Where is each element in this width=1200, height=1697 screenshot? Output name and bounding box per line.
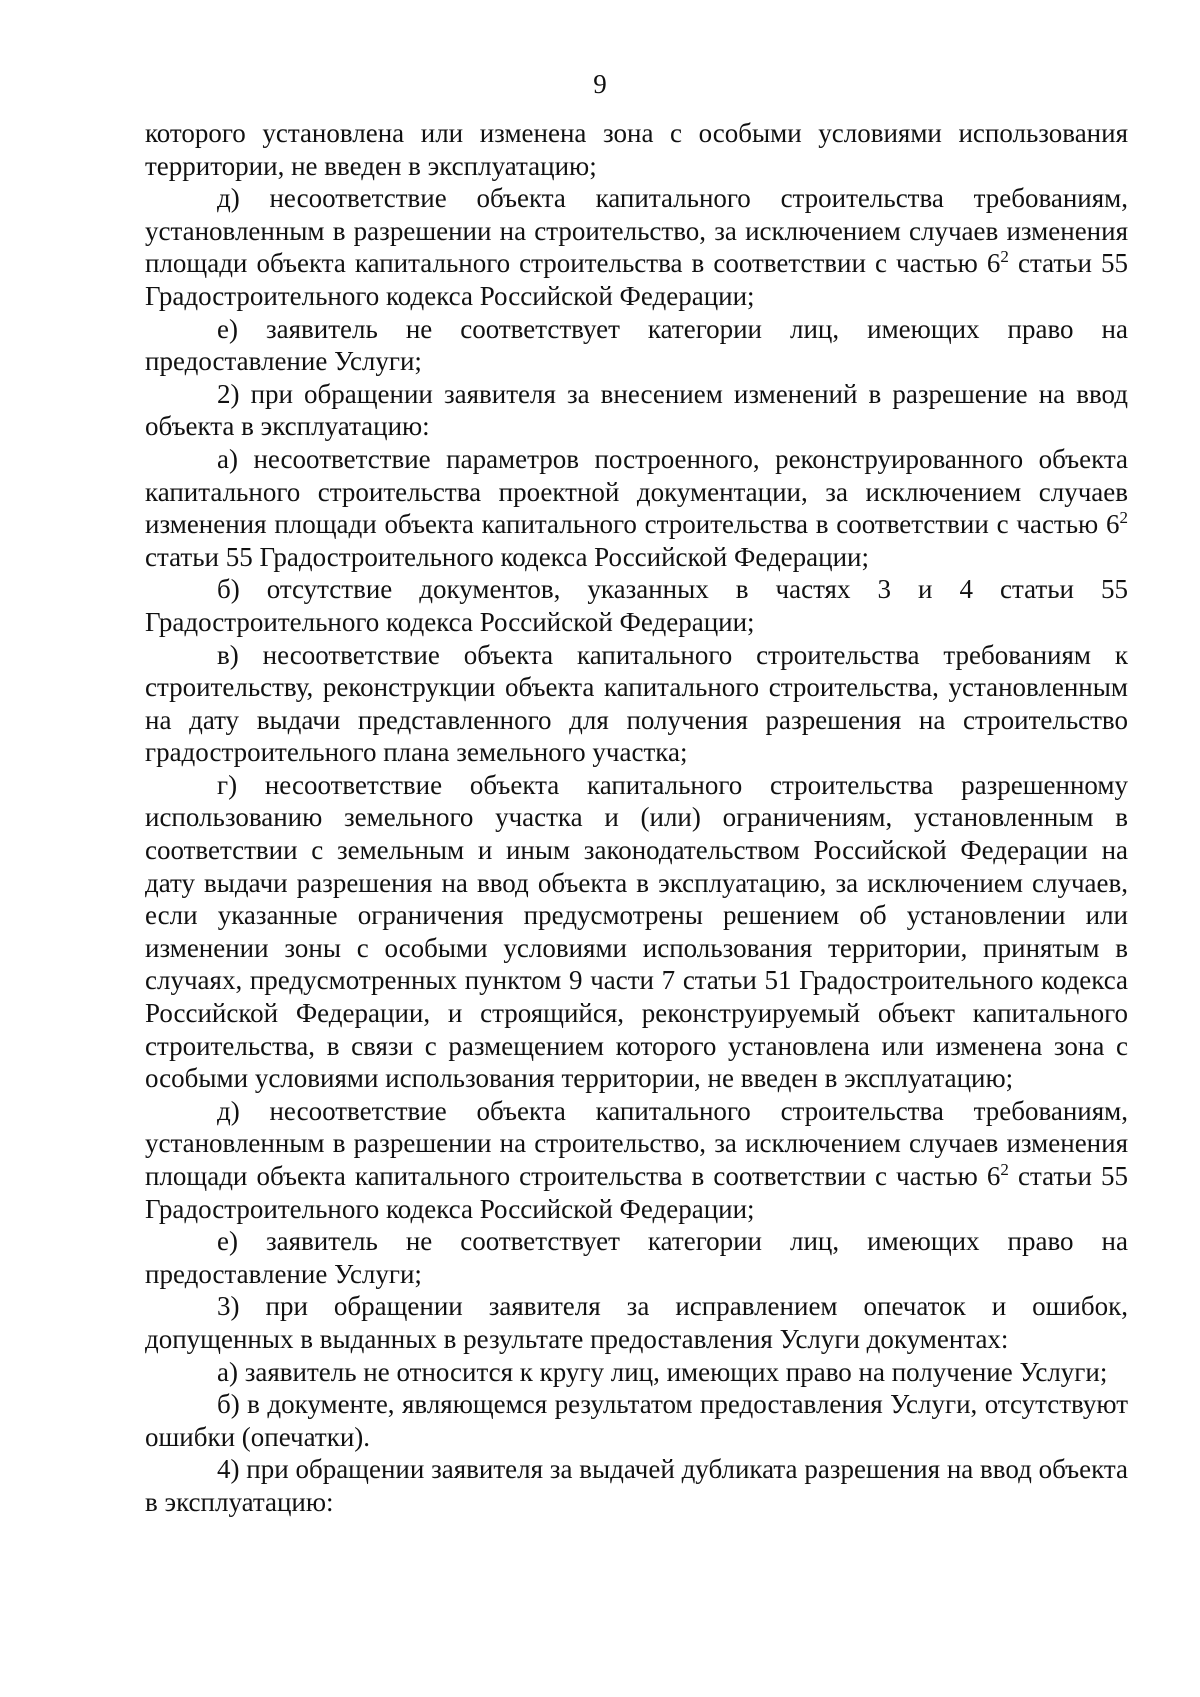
paragraph [145, 182, 1128, 312]
paragraph-text: в) несоответствие объекта капитального строительства требованиям к строительству, реконструкции объекта капитального строительства, установленным на дату выдачи представленного для получения разрешения на строительство градостроительного плана земельного участка; [145, 639, 1128, 768]
superscript: 2 [1000, 1160, 1009, 1179]
paragraph-text: б) в документе, являющемся результатом предоставления Услуги, отсутствуют ошибки (опечатки). [145, 1389, 1128, 1452]
paragraph [145, 443, 1128, 573]
paragraph-text: е) заявитель не соответствует категории лиц, имеющих право на предоставление Услуги; [145, 1226, 1128, 1289]
paragraph [145, 117, 1128, 182]
paragraph-text: статьи 55 Градостроительного кодекса Российской Федерации; [145, 1161, 1128, 1224]
paragraph [145, 313, 1128, 378]
paragraph-text: е) заявитель не соответствует категории лиц, имеющих право на предоставление Услуги; [145, 313, 1128, 377]
superscript: 2 [1000, 247, 1009, 267]
paragraph [145, 1388, 1128, 1453]
paragraph-text: а) несоответствие параметров построенного, реконструированного объекта капитального строительства проектной документации, за исключением случаев изменения площади объекта капитального строительства в соответствии с частью 6 [145, 443, 1128, 540]
paragraph-text: д) несоответствие объекта капитального строительства требованиям, установленным в разрешении на строительство, за исключением случаев изменения площади объекта капитального строительства в соответствии с частью 6 [145, 1095, 1128, 1191]
paragraph-text: б) отсутствие документов, указанных в частях 3 и 4 статьи 55 Градостроительного кодекса Российской Федерации; [145, 574, 1128, 637]
paragraph [145, 1453, 1128, 1518]
paragraph [145, 769, 1128, 1095]
paragraph-text: а) заявитель не относится к кругу лиц, имеющих право на получение Услуги; [217, 1356, 1108, 1387]
paragraph [145, 1225, 1128, 1290]
paragraph [145, 1290, 1128, 1355]
document-body [145, 117, 1128, 1519]
paragraph [145, 573, 1128, 638]
paragraph [145, 378, 1128, 443]
paragraph-text: статьи 55 Градостроительного кодекса Российской Федерации; [145, 541, 870, 572]
paragraph [145, 1356, 1128, 1389]
page-number: 9 [593, 69, 607, 99]
paragraph-text: д) несоответствие объекта капитального строительства требованиям, установленным в разрешении на строительство, за исключением случаев изменения площади объекта капитального строительства в соответствии с частью 6 [145, 183, 1128, 279]
paragraph-text: которого установлена или изменена зона с особыми условиями использования территории, не введен в эксплуатацию; [145, 118, 1128, 181]
paragraph-text: статьи 55 Градостроительного кодекса Российской Федерации; [145, 248, 1128, 311]
paragraph [145, 1095, 1128, 1225]
superscript: 2 [1119, 508, 1128, 528]
paragraph-text: 2) при обращении заявителя за внесением изменений в разрешение на ввод объекта в эксплуатацию: [145, 378, 1128, 442]
paragraph-text: г) несоответствие объекта капитального строительства разрешенному использованию земельного участка и (или) ограничениям, установленным в соответствии с земельным и иным законодательством Российской Федерации на дату выдачи разрешения на ввод объекта в эксплуатацию, за исключением случаев, если указанные ограничения предусмотрены решением об установлении или изменении зоны с особыми условиями использования территории, принятым в случаях, предусмотренных пунктом 9 части 7 статьи 51 Градостроительного кодекса Российской Федерации, и строящийся, реконструируемый объект капитального строительства, в связи с размещением которого установлена или изменена зона с особыми условиями использования территории, не введен в эксплуатацию; [145, 769, 1128, 1094]
paragraph [145, 639, 1128, 769]
paragraph-text: 3) при обращении заявителя за исправлением опечаток и ошибок, допущенных в выданных в результате предоставления Услуги документах: [145, 1291, 1128, 1354]
paragraph-text: 4) при обращении заявителя за выдачей дубликата разрешения на ввод объекта в эксплуатацию: [145, 1454, 1128, 1517]
